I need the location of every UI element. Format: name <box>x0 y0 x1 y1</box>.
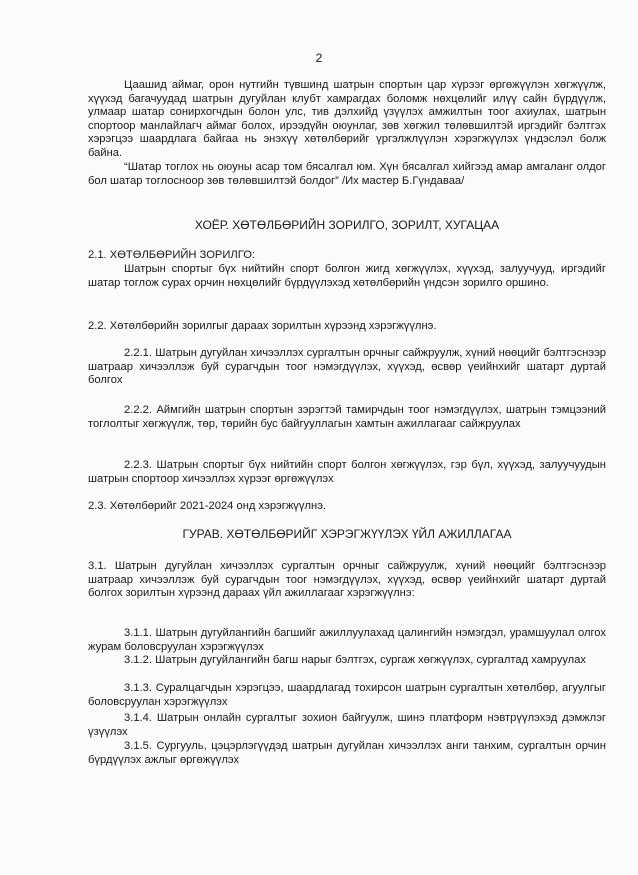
section-2-1-heading: 2.1. ХӨТӨЛБӨРИЙН ЗОРИЛГО: <box>88 249 256 261</box>
intro-quote: “Шатар тоглох нь оюуны асар том бясалгал юм. Хүн бясалгал хийгээд амар амгаланг олдог бол шатар тоглосноор зөв төлөвшилтэй болдог” /Их мастер Б.Гүндаваа/ <box>88 161 606 187</box>
section-2-2-2: 2.2.2. Аймгийн шатрын спортын зэрэгтэй тамирчдын тоог нэмэгдүүлэх, шатрын тэмцээний тоглолтыг хөгжүүлж, төр, төрийн бус байгууллагын хамтын ажиллагааг сайжруулах <box>88 404 606 430</box>
section-2-2-text: 2.2. Хөтөлбөрийн зорилгыг дараах зорилтын хүрээнд хэрэгжүүлнэ. <box>88 320 437 332</box>
section-2-title: ХОЁР. ХӨТӨЛБӨРИЙН ЗОРИЛГО, ЗОРИЛТ, ХУГАЦАА <box>194 218 500 232</box>
section-3-1-2: 3.1.2. Шатрын дугуйлангийн багш нарыг бэлтгэх, сургаж хөгжүүлэх, сургалтад хамруулах <box>124 654 587 666</box>
page-number: 2 <box>315 51 323 65</box>
section-3-1-1: 3.1.1. Шатрын дугуйлангийн багшийг ажиллуулахад цалингийн нэмэгдэл, урамшуулал олгох журам боловсруулан хэрэгжүүлэх <box>88 627 606 653</box>
section-2-3: 2.3. Хөтөлбөрийг 2021-2024 онд хэрэгжүүлнэ. <box>88 500 327 512</box>
section-2-2-3: 2.2.3. Шатрын спортыг бүх нийтийн спорт болгон хөгжүүлэх, гэр бүл, хүүхэд, залуучуудын шатрын спортоор хичээллэх хүрээг өргөжүүлэх <box>88 459 606 485</box>
section-3-title: ГУРАВ. ХӨТӨЛБӨРИЙГ ХЭРЭГЖҮҮЛЭХ ҮЙЛ АЖИЛЛАГАА <box>182 527 512 541</box>
section-3-1-4: 3.1.4. Шатрын онлайн сургалтыг зохион байгуулж, шинэ платформ нэвтрүүлэхэд дэмжлэг үзүүлэх <box>88 712 606 738</box>
section-2-2-1: 2.2.1. Шатрын дугуйлан хичээллэх сургалтын орчныг сайжруулж, хүний нөөцийг бэлтгэснээр шатраар хичээллэж буй сурагчдын тоог нэмэгдүүлэх, хүүхэд, өсвөр үеийнхийг шатарт дуртай болгох <box>88 347 606 387</box>
intro-paragraph: Цаашид аймаг, орон нутгийн түвшинд шатрын спортын цар хүрээг өргөжүүлэн хөгжүүлж, хүүхэд багачуудад шатрын дугуйлан клубт хамрагдах боломж нөхцөлийг илүү сайн бүрдүүлж, улмаар шатар сонирхогчдын болон улс, тив дэлхийд үзүүлэх амжилтын тоог ахиулах, шатрын спортоор манлайлагч аймаг болох, ирээдүйн оюунлаг, зөв хөгжил төлөвшилтэй иргэдийг бэлтгэх хэрэгцээ шаардлага байгаа нь энэхүү хөтөлбөрийг үргэлжлүүлэн хэрэгжүүлэх үндэслэл болж байна. <box>88 79 606 159</box>
section-3-1-5: 3.1.5. Сургууль, цэцэрлэгүүдэд шатрын дугуйлан хичээллэх анги танхим, сургалтын орчин бүрдүүлэх ажлыг өргөжүүлэх <box>88 740 606 766</box>
section-2-1-text: Шатрын спортыг бүх нийтийн спорт болгон жигд хөгжүүлэх, хүүхэд, залуучууд, иргэдийг шатар тоглож сурах орчин нөхцөлийг бүрдүүлэхэд хөтөлбөрийн үндсэн зорилго оршино. <box>88 263 606 289</box>
section-3-1: 3.1. Шатрын дугуйлан хичээллэх сургалтын орчныг сайжруулж, хүний нөөцийг бэлтгэснээр шатраар хичээллэж буй сурагчдын тоог нэмэгдүүлэх, хүүхэд, өсвөр үеийнхийг шатарт дуртай болгох зорилтын хүрээнд дараах үйл ажиллагааг хэрэгжүүлнэ: <box>88 560 606 600</box>
section-3-1-3: 3.1.3. Суралцагчдын хэрэгцээ, шаардлагад тохирсон шатрын сургалтын хөтөлбөр, агуулгыг боловсруулан хэрэгжүүлэх <box>88 682 606 708</box>
